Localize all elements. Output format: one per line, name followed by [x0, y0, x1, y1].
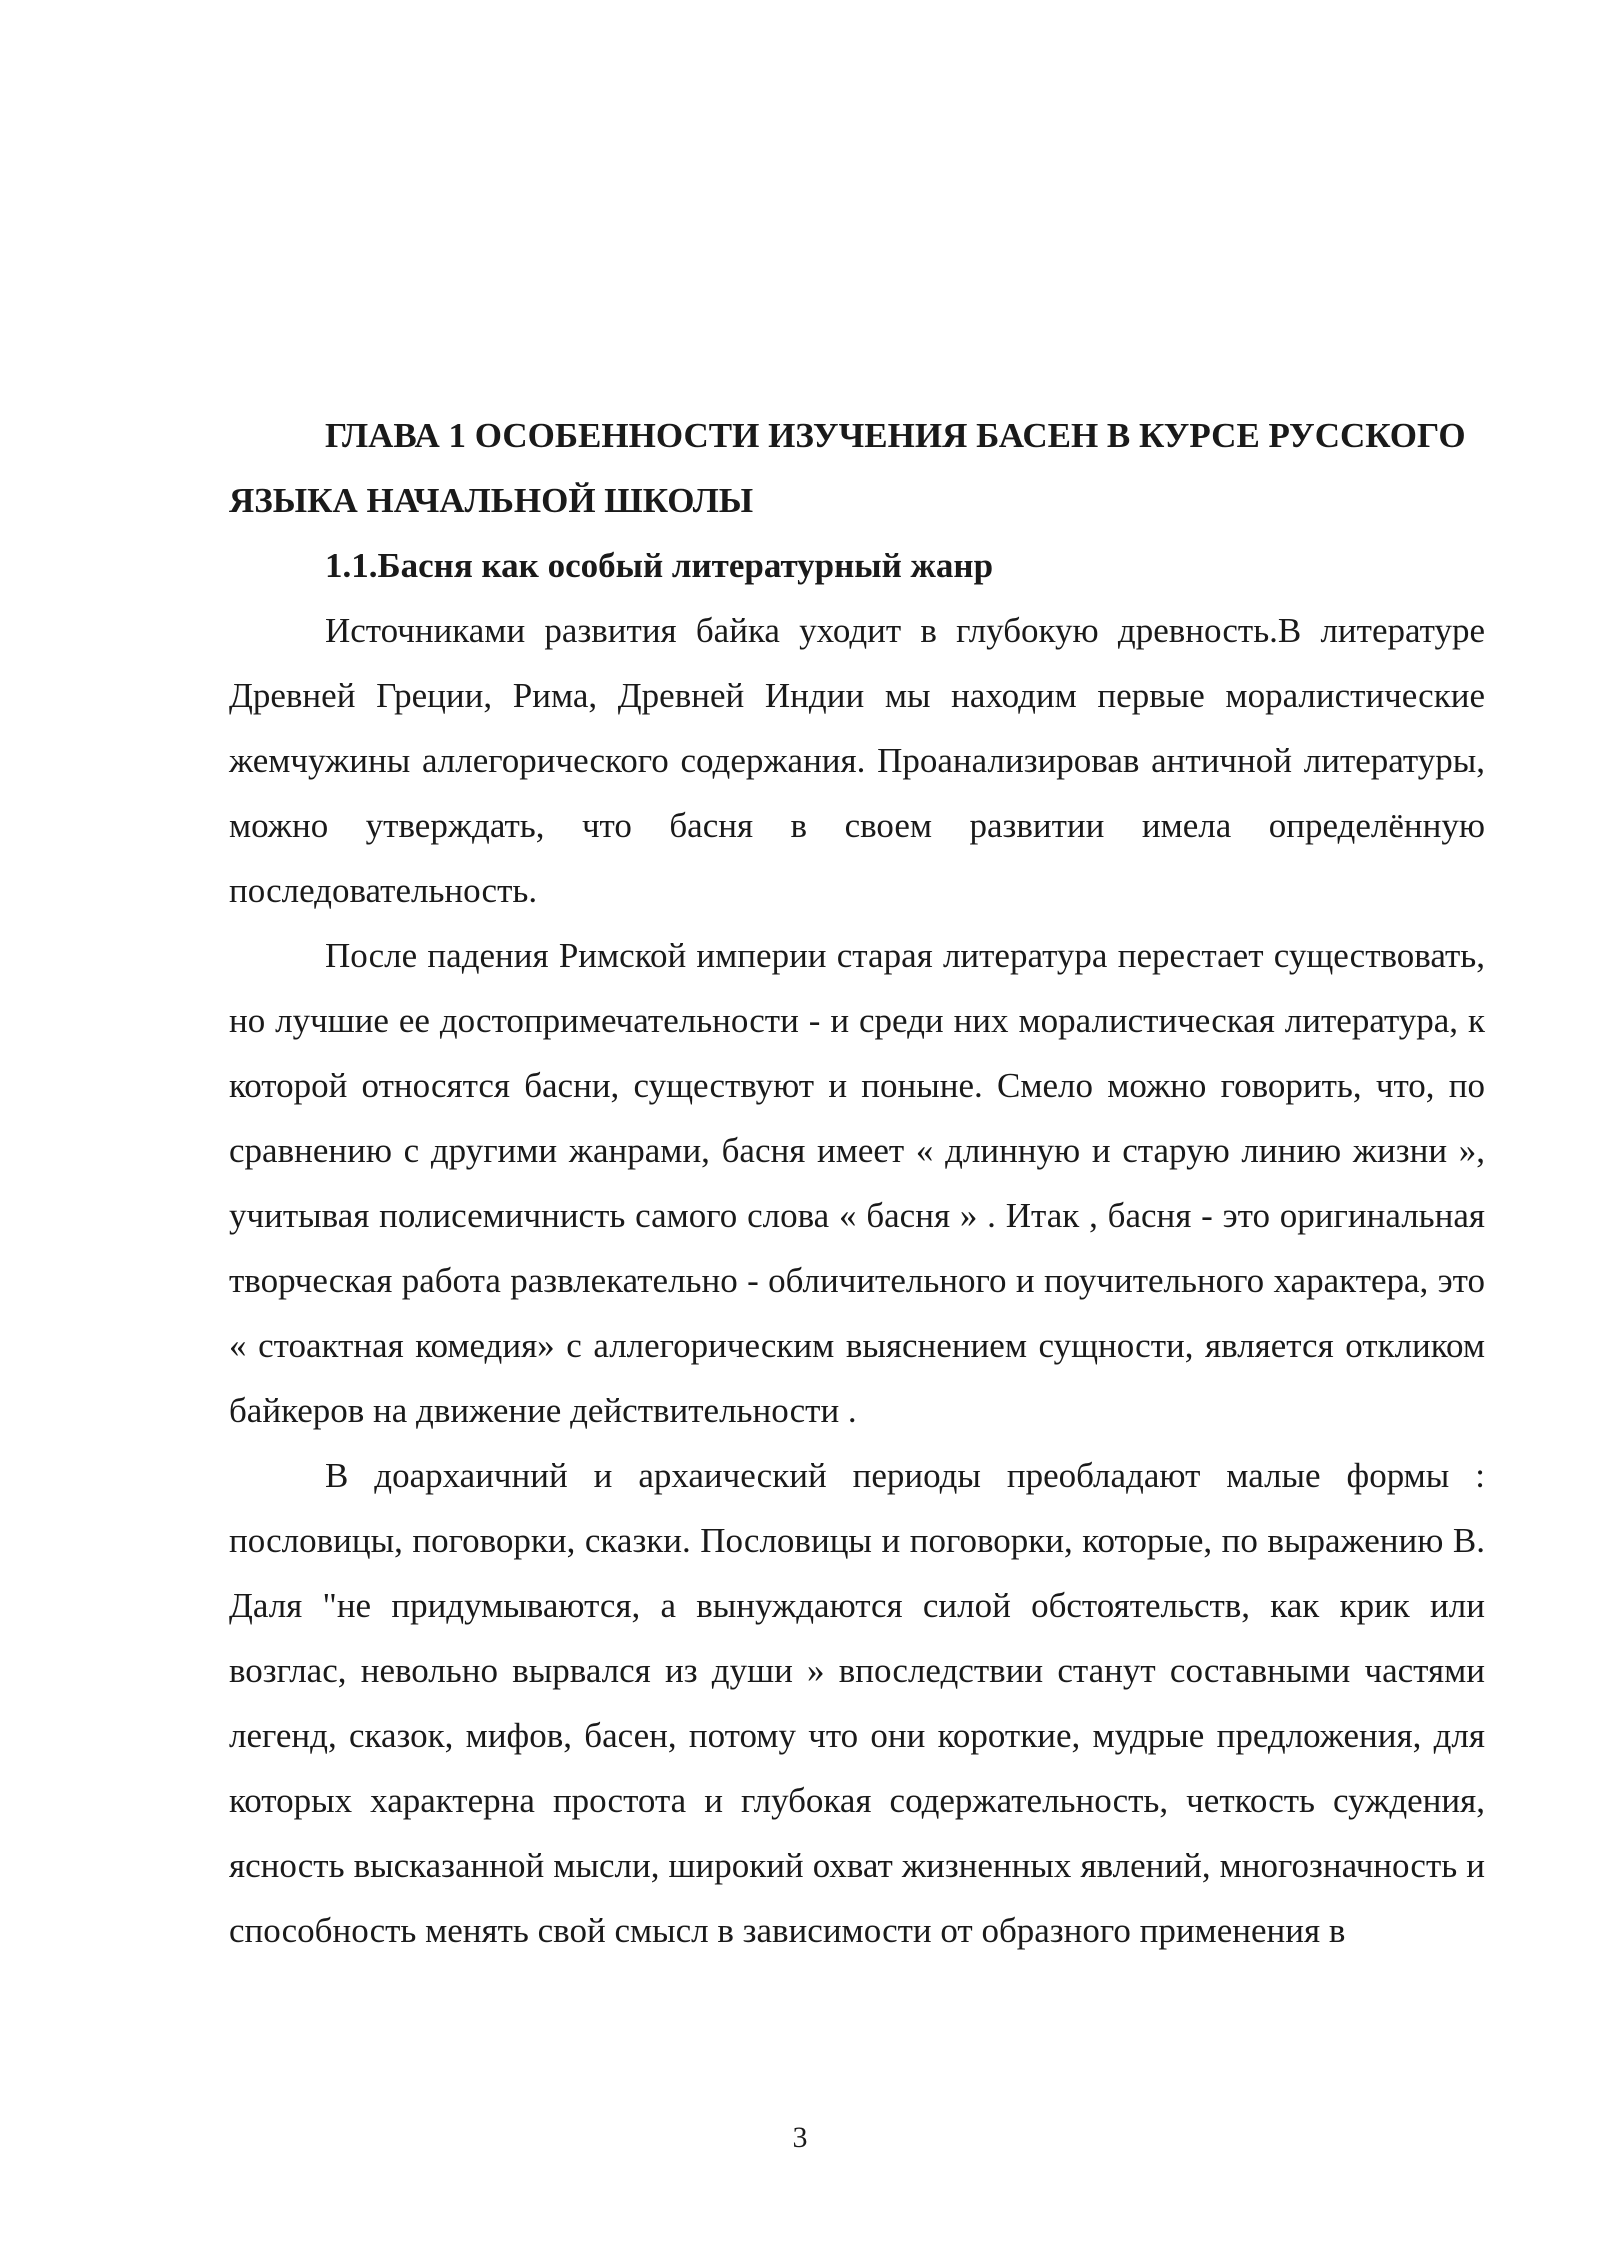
paragraph-2: После падения Римской империи старая литература перестает существовать, но лучшие ее достопримечательности - и среди них моралистическая литература, к которой относятся басни, существуют и поныне. Смело можно говорить, что, по сравнению с другими жанрами, басня имеет « длинную и старую линию жизни », учитывая полисемичнисть самого слова « басня » . Итак , басня - это оригинальная творческая работа развлекательно - обличительного и поучительного характера, это « стоактная комедия» с аллегорическим выяснением сущности, является откликом байкеров на движение действительности .	[229, 936, 1485, 1430]
paragraph-1: Источниками развития байка уходит в глубокую древность.В литературе Древней Греции, Рима, Древней Индии мы находим первые моралистические жемчужины аллегорического содержания. Проанализировав античной литературы, можно утверждать, что басня в своем развитии имела определённую последовательность.	[229, 611, 1485, 910]
chapter-title: ГЛАВА 1 ОСОБЕННОСТИ ИЗУЧЕНИЯ БАСЕН В КУРСЕ РУССКОГО ЯЗЫКА НАЧАЛЬНОЙ ШКОЛЫ	[229, 416, 1466, 520]
section-title: 1.1.Басня как особый литературный жанр	[325, 546, 994, 585]
paragraph-3: В доархаичний и архаический периоды преобладают малые формы : пословицы, поговорки, сказки. Пословицы и поговорки, которые, по выражению В. Даля "не придумываются, а вынуждаются силой обстоятельств, как крик или возглас, невольно вырвался из души » впоследствии станут составными частями легенд, сказок, мифов, басен, потому что они короткие, мудрые предложения, для которых характерна простота и глубокая содержательность, четкость суждения, ясность высказанной мысли, широкий охват жизненных явлений, многозначность и способность менять свой смысл в зависимости от образного применения в	[229, 1456, 1485, 1950]
page-number: 3	[792, 2121, 808, 2154]
page-content	[229, 403, 1485, 1963]
